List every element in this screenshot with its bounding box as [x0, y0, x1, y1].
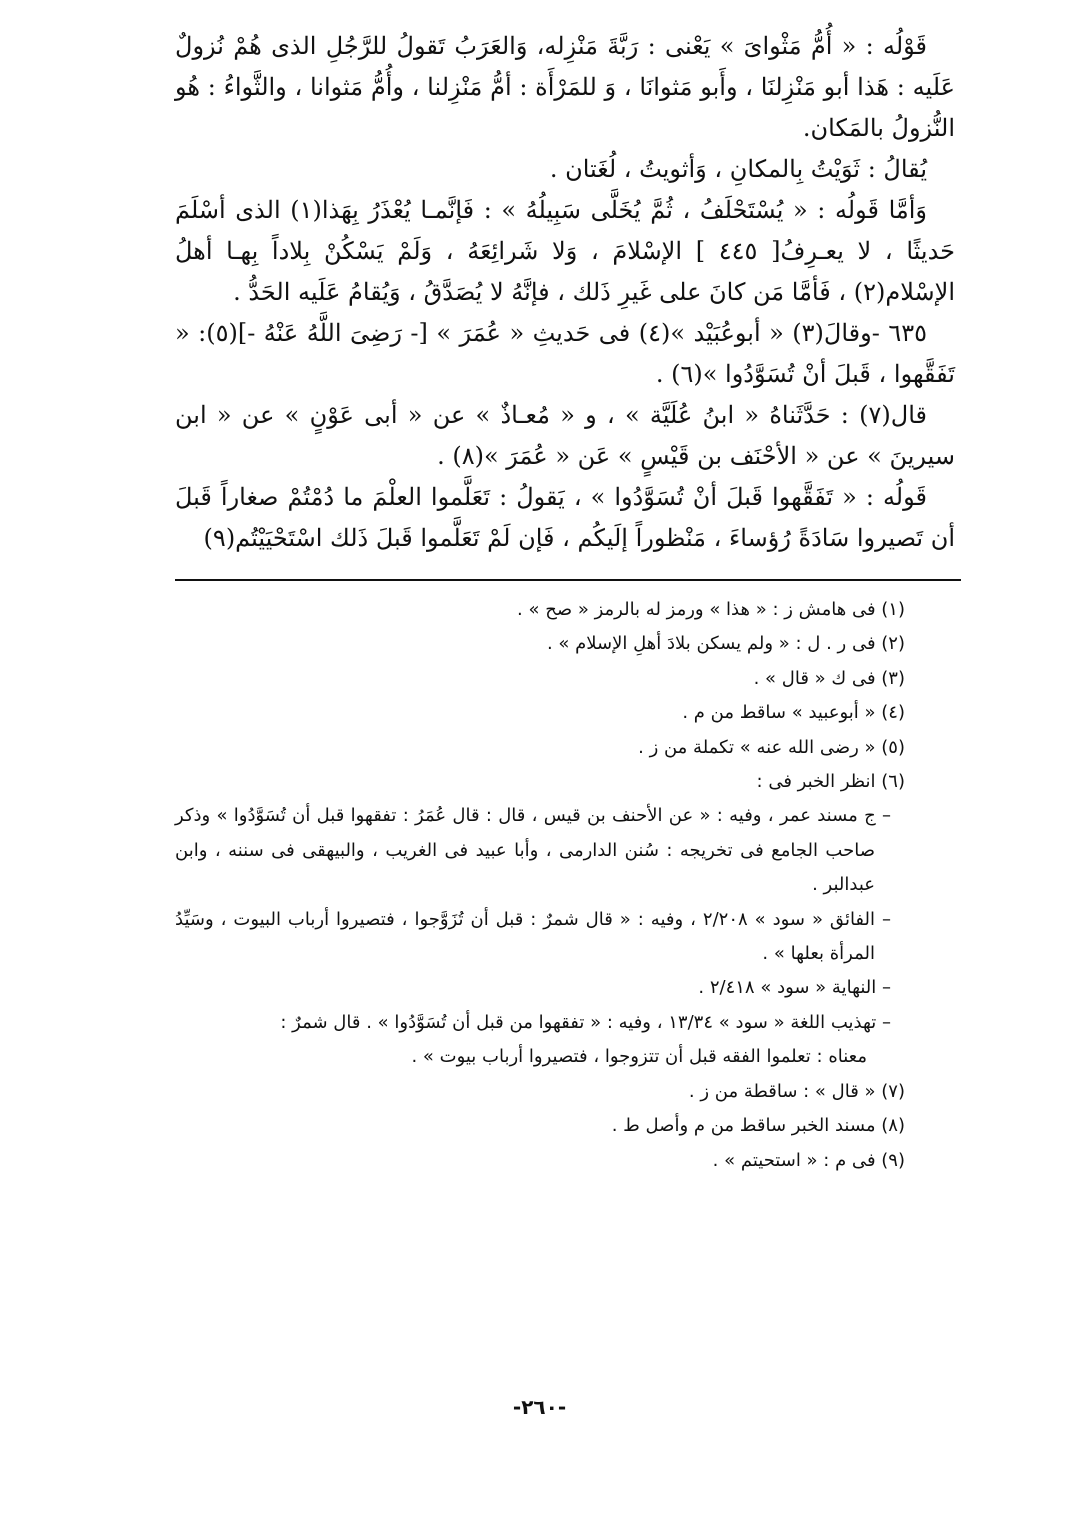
- footnote: (٦) انظر الخبر فى :: [756, 771, 905, 793]
- footnote: (٨) مسند الخبر ساقط من م وأصل ط .: [611, 1115, 905, 1137]
- page-body: [175, 26, 955, 1178]
- footnote-source: – ج مسند عمر ، وفيه : « عن الأحنف بن قيس ، قال : قال عُمَرُ : تفقهوا قبل أن تُسَوَّدُوا » وذكر صاحب الجامع فى تخريجه : سُنن الدارمى ، وأبا عبيد فى الغريب ، والبيهقى فى سننه ، وابن عبدالبر .: [175, 805, 891, 896]
- paragraph: وَأمَّا قَولُه : « يُسْتَحْلَفُ ، ثُمَّ يُخَلَّى سَبِيلُهُ » : فَإنَّمـا يُعْذَرُ بِهَذا(١) الذى أسْلَمَ حَديثًا ، لا يعـرِفُ[ ٤٤٥ ] الإسْلامَ ، وَلا شَرائِعَهُ ، وَلَمْ يَسْكُنْ بِلاداً بِهـا أهلُ الإسْلام(٢) ، فَأمَّا مَن كانَ على غَيرِ ذَلك ، فإنَّهُ لا يُصَدَّقُ ، وَيُقامُ عَلَيه الحَدُّ .: [175, 196, 956, 306]
- footnote-divider: [175, 579, 961, 581]
- footnote: (٩) فى م : « استحيتم » .: [712, 1149, 905, 1171]
- footnote: (٧) « قال » : ساقطة من ز .: [688, 1080, 905, 1102]
- footnote-source: – الفائق « سود » ٢/٢٠٨ ، وفيه : « قال شمرٌ : قبل أن تُزَوَّجوا ، فتصيروا أرباب البيوت ، وسَيِّدُ المرأة بعلها » .: [175, 908, 891, 965]
- paragraph: قَوْلُه : « أُمُّ مَثْواىَ » يَعْنى : رَبَّةَ مَنْزِله، وَالعَرَبُ تَقولُ للرَّجُلِ الذى هُمْ نُزولٌ عَلَيه : هَذا أبو مَنْزِلنَا ، وأَبو مَثوانَا ، وَ للمَرْأَة : أمُّ مَنْزِلنا ، وأُمُّ مَثوانا ، والثَّواءُ : هُو النُّزولُ بالمَكان.: [175, 32, 955, 142]
- footnote-source: – تهذيب اللغة « سود » ١٣/٣٤ ، وفيه : « تفقهوا من قبل أن تُسَوَّدُوا » . قال شمرٌ :: [280, 1011, 891, 1033]
- paragraph: ٦٣٥ -وقالَ(٣) « أبوعُبَيْد »(٤) فى حَديثِ « عُمَرَ » [- رَضِىَ اللَّهُ عَنْهُ -](٥): « تَفَقَّهوا ، قَبلَ أنْ تُسَوَّدُوا »(٦) .: [175, 319, 955, 388]
- paragraph: قال(٧) : حَدَّثَناهُ « ابنُ عُلَيَّة » ، و « مُعـاذٌ » عن « أبى عَوْنٍ » عن « ابن سيرينَ » عن « الأحْنَف بن قَيْسٍ » عَن « عُمَرَ »(٨) .: [175, 401, 955, 470]
- footnote: (٢) فى ر . ل : « ولم يسكن بلادَ أهلِ الإسلام » .: [546, 633, 905, 655]
- main-text: [175, 26, 955, 559]
- paragraph: يُقالُ : ثَوَيْتُ بِالمكانِ ، وَأثويتُ ، لُغَتان .: [549, 155, 927, 183]
- footnote: (١) فى هامش ز : « هذا » ورمز له بالرمز « صح » .: [517, 599, 905, 620]
- footnote: (٥) « رضى الله عنه » تكملة من ز .: [638, 736, 905, 758]
- paragraph: قَولُه : « تَفَقَّهوا قَبلَ أنْ تُسَوَّدُوا » ، يَقولُ : تَعَلَّموا العلْمَ ما دُمْتُمْ صغاراً قَبلَ أن تَصيروا سَادَةً رُؤساءَ ، مَنْظوراً إلَيكُم ، فَإن لَمْ تَعَلَّموا قَبلَ ذَلك اسْتَحْيَيْتُم(٩): [175, 483, 955, 552]
- footnote-source-continued: معناه : تعلموا الفقه قبل أن تتزوجوا ، فتصيروا أرباب بيوت » .: [411, 1046, 867, 1068]
- footnote: (٤) « أبوعبيد » ساقط من م .: [682, 702, 905, 724]
- footnotes: [175, 593, 955, 1178]
- page-number: -٢٦٠-: [512, 1395, 567, 1419]
- footnote-source: – النهاية « سود » ٢/٤١٨ .: [698, 977, 891, 999]
- footnote: (٣) فى ك « قال » .: [753, 667, 905, 689]
